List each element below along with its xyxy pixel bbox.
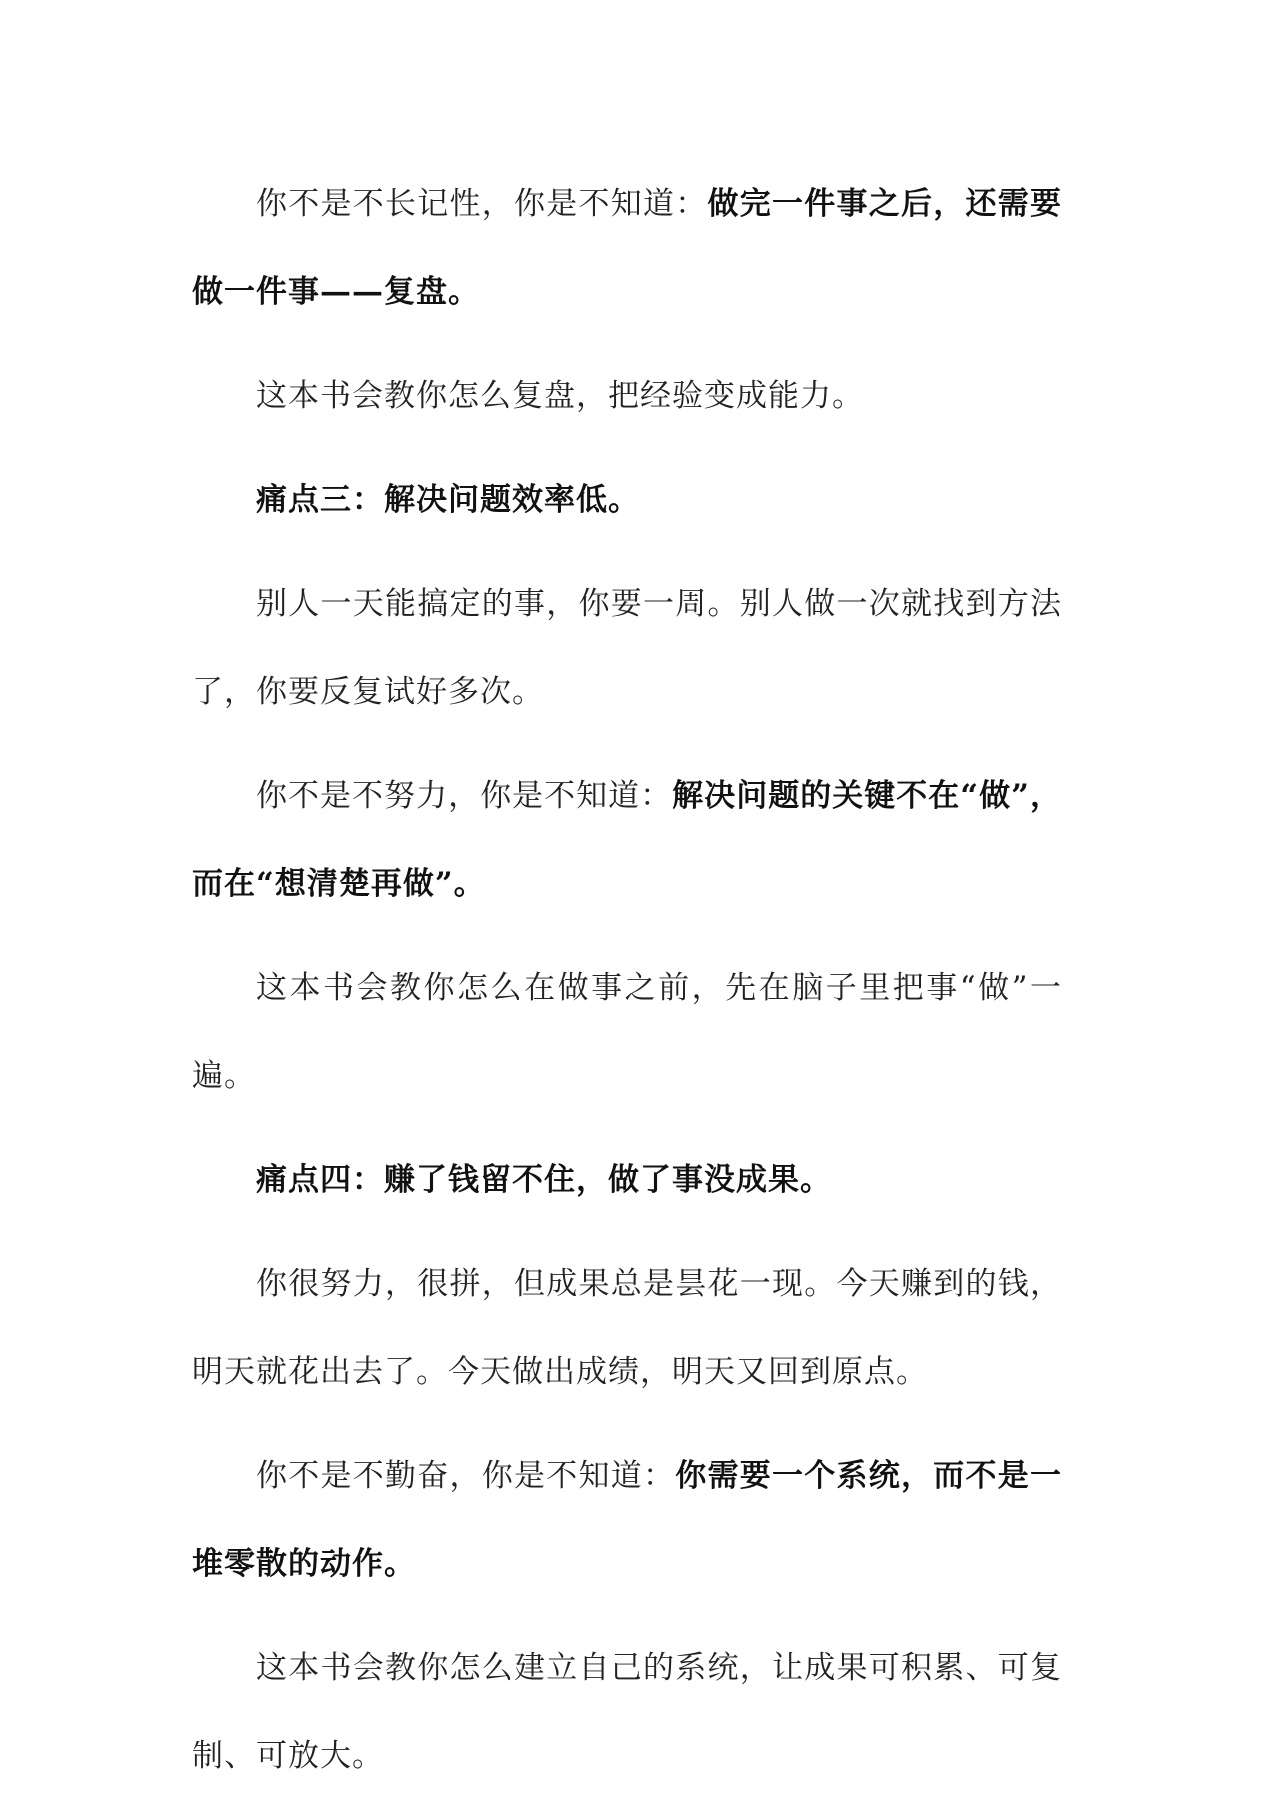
paragraph-text: 你很努力，很拼，但成果总是昙花一现。今天赚到的钱，明天就花出去了。今天做出成绩，明天又回到原点。 (192, 1266, 1062, 1390)
paragraph-text: 你不是不勤奋，你是不知道： (256, 1458, 676, 1494)
paragraph (192, 160, 1062, 336)
section-heading (192, 1136, 1062, 1224)
paragraph-text: 这本书会教你怎么复盘，把经验变成能力。 (256, 378, 864, 414)
section-heading (192, 456, 1062, 544)
paragraph-emphasis: 做完一件事之后，还需要做一件事——复盘。 (192, 186, 1062, 310)
paragraph (192, 1624, 1062, 1800)
section-heading-text: 痛点四：赚了钱留不住，做了事没成果。 (256, 1162, 832, 1198)
paragraph (192, 1240, 1062, 1416)
paragraph-text: 这本书会教你怎么在做事之前，先在脑子里把事“做”一遍。 (192, 970, 1062, 1094)
paragraph-text: 你不是不努力，你是不知道： (256, 778, 673, 814)
paragraph-text: 你不是不长记性，你是不知道： (256, 186, 708, 222)
paragraph (192, 352, 1062, 440)
document-body (192, 160, 1062, 1816)
paragraph-emphasis: 你需要一个系统，而不是一堆零散的动作。 (192, 1458, 1062, 1582)
paragraph (192, 944, 1062, 1120)
paragraph-text: 这本书会教你怎么建立自己的系统，让成果可积累、可复制、可放大。 (192, 1650, 1062, 1774)
paragraph-emphasis: 解决问题的关键不在“做”，而在“想清楚再做”。 (192, 778, 1062, 902)
paragraph-text: 别人一天能搞定的事，你要一周。别人做一次就找到方法了，你要反复试好多次。 (192, 586, 1062, 710)
section-heading-text: 痛点三：解决问题效率低。 (256, 482, 640, 518)
paragraph (192, 1432, 1062, 1608)
paragraph (192, 560, 1062, 736)
paragraph (192, 752, 1062, 928)
